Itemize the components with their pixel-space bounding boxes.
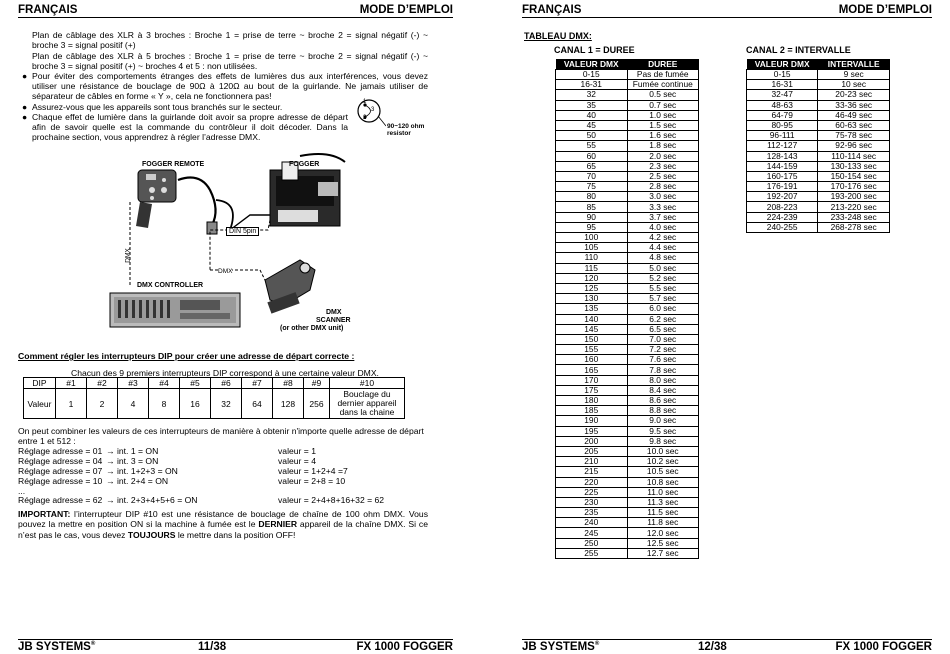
- example-switches: → int. 2+3+4+5+6 = ON: [106, 495, 198, 505]
- dip-value-cell: 1: [56, 389, 87, 419]
- table-row: [556, 141, 699, 151]
- label-dmx-controller: DMX CONTROLLER: [137, 282, 204, 289]
- table-row: [556, 457, 699, 467]
- dmx-controller-icon: [110, 293, 240, 327]
- table-row: [556, 80, 699, 90]
- column-header: VALEUR DMX: [556, 59, 628, 70]
- dmx-value-cell: 195: [556, 426, 628, 436]
- table-row: [556, 497, 699, 507]
- effect-value-cell: 33-36 sec: [818, 100, 890, 110]
- table-row: [556, 90, 699, 100]
- page-footer: [522, 639, 932, 653]
- footer-product: FX 1000 FOGGER: [356, 641, 453, 653]
- effect-value-cell: 12.5 sec: [627, 538, 699, 548]
- effect-value-cell: 11.5 sec: [627, 508, 699, 518]
- dmx-value-cell: 205: [556, 446, 628, 456]
- dmx-value-cell: 80-95: [747, 120, 818, 130]
- dmx-value-cell: 160: [556, 355, 628, 365]
- label-din: DIN 5pin: [226, 227, 259, 236]
- dmx-value-cell: 180: [556, 396, 628, 406]
- dip-header-cell: #9: [304, 378, 330, 389]
- table-row: [24, 389, 405, 419]
- table-row: [747, 110, 890, 120]
- effect-value-cell: 5.7 sec: [627, 294, 699, 304]
- effect-value-cell: Pas de fumée: [627, 70, 699, 80]
- effect-value-cell: 193-200 sec: [818, 192, 890, 202]
- effect-value-cell: 130-133 sec: [818, 161, 890, 171]
- table-row: [556, 233, 699, 243]
- example-setting: Réglage adresse = 04: [18, 456, 103, 466]
- table-row: [556, 508, 699, 518]
- dmx-value-cell: 120: [556, 273, 628, 283]
- footer-brand: JB SYSTEMS®: [522, 641, 600, 653]
- example-setting: Réglage adresse = 62: [18, 495, 103, 505]
- effect-value-cell: 2.0 sec: [627, 151, 699, 161]
- dmx-value-cell: 35: [556, 100, 628, 110]
- example-setting: Réglage adresse = 10: [18, 476, 103, 486]
- dip-header-cell: #4: [149, 378, 180, 389]
- footer-page-number: 12/38: [698, 641, 727, 653]
- dmx-value-cell: 135: [556, 304, 628, 314]
- effect-value-cell: 1.0 sec: [627, 110, 699, 120]
- table-row: [556, 283, 699, 293]
- dmx-value-cell: 64-79: [747, 110, 818, 120]
- table-row: [556, 467, 699, 477]
- bullet-dot: ●: [22, 71, 28, 81]
- dmx-value-cell: 65: [556, 161, 628, 171]
- effect-value-cell: 46-49 sec: [818, 110, 890, 120]
- dmx-value-cell: 32-47: [747, 90, 818, 100]
- dmx-value-cell: 144-159: [747, 161, 818, 171]
- effect-value-cell: 11.3 sec: [627, 497, 699, 507]
- table-row: [556, 263, 699, 273]
- table-row: [747, 222, 890, 232]
- dip-value-cell: 32: [211, 389, 242, 419]
- dmx-value-cell: 85: [556, 202, 628, 212]
- label-scanner-2: SCANNER: [316, 317, 351, 324]
- page-header: [18, 4, 453, 18]
- table-row: [556, 212, 699, 222]
- dmx-value-cell: 115: [556, 263, 628, 273]
- table-row: [556, 345, 699, 355]
- fogger-remote-icon: [136, 170, 176, 228]
- table-row: [556, 243, 699, 253]
- dip-header-cell: DIP: [24, 378, 56, 389]
- table-row: [556, 70, 699, 80]
- dmx-value-cell: 70: [556, 171, 628, 181]
- dmx-value-cell: 112-127: [747, 141, 818, 151]
- table-row: [747, 120, 890, 130]
- dmx-value-cell: 75: [556, 182, 628, 192]
- important-bold: TOUJOURS: [127, 529, 176, 540]
- dmx-value-cell: 200: [556, 436, 628, 446]
- table-row: [556, 375, 699, 385]
- dmx-value-cell: 0-15: [556, 70, 628, 80]
- example-setting: Réglage adresse = 01: [18, 446, 103, 456]
- dmx-value-cell: 175: [556, 385, 628, 395]
- important-text: le mettre dans la position OFF!: [175, 529, 296, 540]
- xlr5-text: Plan de câblage des XLR à 5 broches : Broche 1 = prise de terre ~ broche 2 = signal négatif (-) ~ broche 3 = signal positif (+) ~ broches 4 et 5 : non utilisées.: [32, 51, 428, 72]
- column-header: INTERVALLE: [818, 59, 890, 70]
- table-row: [556, 59, 699, 70]
- dmx-value-cell: 230: [556, 497, 628, 507]
- table-row: [556, 273, 699, 283]
- effect-value-cell: 4.0 sec: [627, 222, 699, 232]
- dip-header-cell: #10: [330, 378, 405, 389]
- effect-value-cell: 1.5 sec: [627, 120, 699, 130]
- effect-value-cell: 5.0 sec: [627, 263, 699, 273]
- dmx-value-cell: 160-175: [747, 171, 818, 181]
- table-row: [556, 222, 699, 232]
- effect-value-cell: 170-176 sec: [818, 182, 890, 192]
- table-row: [556, 538, 699, 548]
- dmx-value-cell: 145: [556, 324, 628, 334]
- dmx-value-cell: 250: [556, 538, 628, 548]
- dip-header-cell: #6: [211, 378, 242, 389]
- effect-value-cell: 4.8 sec: [627, 253, 699, 263]
- table-row: [556, 477, 699, 487]
- effect-value-cell: 92-96 sec: [818, 141, 890, 151]
- dmx-value-cell: 190: [556, 416, 628, 426]
- dip-section-title: Comment régler les interrupteurs DIP pour créer une adresse de départ correcte :: [18, 351, 355, 361]
- effect-value-cell: 8.4 sec: [627, 385, 699, 395]
- dip-section-subtitle: Chacun des 9 premiers interrupteurs DIP correspond à une certaine valeur DMX.: [71, 368, 379, 378]
- header-section: MODE D’EMPLOI: [359, 4, 453, 16]
- dip-value-cell: 128: [273, 389, 304, 419]
- example-value: valeur = 1+2+4 =7: [278, 466, 348, 476]
- table-row: [747, 212, 890, 222]
- column-header: DUREE: [627, 59, 699, 70]
- table-row: [747, 151, 890, 161]
- header-section: MODE D’EMPLOI: [838, 4, 932, 16]
- dip-value-cell: Bouclage du dernier appareil dans la chaine: [330, 389, 405, 419]
- dmx-value-cell: 245: [556, 528, 628, 538]
- pin-label: 2: [363, 115, 367, 121]
- effect-value-cell: 4.4 sec: [627, 243, 699, 253]
- effect-value-cell: 150-154 sec: [818, 171, 890, 181]
- dmx-value-cell: 90: [556, 212, 628, 222]
- dmx-value-cell: 140: [556, 314, 628, 324]
- effect-value-cell: 8.0 sec: [627, 375, 699, 385]
- dip-value-cell: 8: [149, 389, 180, 419]
- table-row: [556, 406, 699, 416]
- example-setting: ...: [18, 486, 26, 496]
- channel2-table: [746, 59, 890, 233]
- example-switches: → int. 1+2+3 = ON: [106, 466, 178, 476]
- table-row: [556, 334, 699, 344]
- effect-value-cell: 268-278 sec: [818, 222, 890, 232]
- effect-value-cell: 1.8 sec: [627, 141, 699, 151]
- dip-value-cell: 64: [242, 389, 273, 419]
- table-row: [556, 192, 699, 202]
- effect-value-cell: 12.0 sec: [627, 528, 699, 538]
- table-row: [556, 365, 699, 375]
- dmx-value-cell: 16-31: [556, 80, 628, 90]
- dmx-value-cell: 50: [556, 131, 628, 141]
- dip-header-cell: #8: [273, 378, 304, 389]
- header-language: FRANÇAIS: [522, 4, 582, 16]
- effect-value-cell: 7.0 sec: [627, 334, 699, 344]
- table-row: [747, 141, 890, 151]
- dmx-value-cell: 100: [556, 233, 628, 243]
- table-row: [556, 446, 699, 456]
- important-bold: DERNIER: [258, 519, 298, 530]
- table-row: [556, 314, 699, 324]
- effect-value-cell: 7.8 sec: [627, 365, 699, 375]
- dmx-value-cell: 48-63: [747, 100, 818, 110]
- table-row: [556, 182, 699, 192]
- table-row: [556, 120, 699, 130]
- column-header: VALEUR DMX: [747, 59, 818, 70]
- effect-value-cell: 10 sec: [818, 80, 890, 90]
- table-row: [556, 151, 699, 161]
- dmx-value-cell: 165: [556, 365, 628, 375]
- dip-value-cell: 256: [304, 389, 330, 419]
- label-dmx-vertical: DMX: [124, 248, 132, 263]
- dmx-value-cell: 130: [556, 294, 628, 304]
- table-row: [556, 385, 699, 395]
- dip-table: [23, 377, 405, 419]
- table-row: [556, 294, 699, 304]
- example-value: valeur = 4: [278, 456, 316, 466]
- table-row: [556, 100, 699, 110]
- effect-value-cell: 1.6 sec: [627, 131, 699, 141]
- table-row: [556, 487, 699, 497]
- effect-value-cell: 10.8 sec: [627, 477, 699, 487]
- effect-value-cell: 2.3 sec: [627, 161, 699, 171]
- table-row: [747, 100, 890, 110]
- bullet-dot: ●: [22, 112, 28, 122]
- dmx-value-cell: 40: [556, 110, 628, 120]
- effect-value-cell: 9.5 sec: [627, 426, 699, 436]
- effect-value-cell: 3.7 sec: [627, 212, 699, 222]
- table-row: [747, 59, 890, 70]
- effect-value-cell: 10.2 sec: [627, 457, 699, 467]
- table-row: [556, 426, 699, 436]
- dmx-value-cell: 240: [556, 518, 628, 528]
- effect-value-cell: 11.8 sec: [627, 518, 699, 528]
- table-row: [556, 324, 699, 334]
- effect-value-cell: 60-63 sec: [818, 120, 890, 130]
- table-row: [556, 131, 699, 141]
- example-value: valeur = 1: [278, 446, 316, 456]
- effect-value-cell: 10.0 sec: [627, 446, 699, 456]
- table-row: [556, 355, 699, 365]
- effect-value-cell: Fumée continue: [627, 80, 699, 90]
- table-row: [556, 548, 699, 558]
- bullet-dot: ●: [22, 102, 28, 112]
- dmx-value-cell: 125: [556, 283, 628, 293]
- dmx-value-cell: 235: [556, 508, 628, 518]
- dmx-value-cell: 170: [556, 375, 628, 385]
- table-row: [747, 80, 890, 90]
- dmx-value-cell: 240-255: [747, 222, 818, 232]
- effect-value-cell: 4.2 sec: [627, 233, 699, 243]
- example-value: valeur = 2+8 = 10: [278, 476, 346, 486]
- table-row: [556, 110, 699, 120]
- effect-value-cell: 8.8 sec: [627, 406, 699, 416]
- effect-value-cell: 9 sec: [818, 70, 890, 80]
- effect-value-cell: 6.2 sec: [627, 314, 699, 324]
- dip-value-cell: 2: [87, 389, 118, 419]
- dmx-value-cell: 155: [556, 345, 628, 355]
- effect-value-cell: 213-220 sec: [818, 202, 890, 212]
- header-language: FRANÇAIS: [18, 4, 78, 16]
- effect-value-cell: 12.7 sec: [627, 548, 699, 558]
- footer-product: FX 1000 FOGGER: [835, 641, 932, 653]
- label-fogger: FOGGER: [289, 161, 320, 168]
- footer-brand: JB SYSTEMS®: [18, 641, 96, 653]
- combine-text: On peut combiner les valeurs de ces interrupteurs de manière à obtenir n'importe quelle adresse de départ entre 1 et 512 :: [18, 426, 424, 447]
- effect-value-cell: 75-78 sec: [818, 131, 890, 141]
- table-row: [24, 378, 405, 389]
- effect-value-cell: 0.7 sec: [627, 100, 699, 110]
- effect-value-cell: 0.5 sec: [627, 90, 699, 100]
- dmx-value-cell: 32: [556, 90, 628, 100]
- effect-value-cell: 6.5 sec: [627, 324, 699, 334]
- dmx-value-cell: 210: [556, 457, 628, 467]
- dmx-value-cell: 185: [556, 406, 628, 416]
- effect-value-cell: 9.8 sec: [627, 436, 699, 446]
- table-row: [747, 182, 890, 192]
- example-switches: → int. 3 = ON: [106, 456, 159, 466]
- dmx-value-cell: 95: [556, 222, 628, 232]
- resistor-label: 90~120 ohm resistor: [387, 123, 425, 137]
- label-scanner-3: (or other DMX unit): [280, 325, 344, 332]
- effect-value-cell: 10.5 sec: [627, 467, 699, 477]
- effect-value-cell: 20-23 sec: [818, 90, 890, 100]
- table-row: [747, 161, 890, 171]
- table-row: [556, 396, 699, 406]
- dmx-value-cell: 128-143: [747, 151, 818, 161]
- dip-value-cell: 16: [180, 389, 211, 419]
- dmx-value-cell: 255: [556, 548, 628, 558]
- channel1-table: [555, 59, 699, 559]
- label-dmx: DMX: [218, 268, 233, 275]
- xlr3-text: Plan de câblage des XLR à 3 broches : Broche 1 = prise de terre ~ broche 2 = signal négatif (-) ~ broche 3 = signal positif (+): [32, 30, 428, 51]
- table-row: [556, 253, 699, 263]
- dip-header-cell: #2: [87, 378, 118, 389]
- dip-header-cell: #5: [180, 378, 211, 389]
- table-row: [747, 70, 890, 80]
- important-text: appareil de la chaîne DMX. Si ce n’est pas le cas, vous devez: [18, 519, 429, 540]
- right-page: [475, 0, 950, 654]
- dmx-value-cell: 215: [556, 467, 628, 477]
- effect-value-cell: 233-248 sec: [818, 212, 890, 222]
- dmx-value-cell: 150: [556, 334, 628, 344]
- effect-value-cell: 2.8 sec: [627, 182, 699, 192]
- footer-page-number: 11/38: [198, 641, 227, 653]
- channel2-title: CANAL 2 = INTERVALLE: [746, 45, 851, 55]
- dip-header-cell: #7: [242, 378, 273, 389]
- dmx-table-title: TABLEAU DMX:: [524, 31, 592, 41]
- effect-value-cell: 110-114 sec: [818, 151, 890, 161]
- example-switches: → int. 2+4 = ON: [106, 476, 169, 486]
- label-scanner-1: DMX: [326, 309, 342, 316]
- table-row: [747, 202, 890, 212]
- table-row: [556, 416, 699, 426]
- example-setting: Réglage adresse = 07: [18, 466, 103, 476]
- pin-label: 3: [371, 107, 375, 113]
- table-row: [747, 192, 890, 202]
- effect-value-cell: 5.5 sec: [627, 283, 699, 293]
- dmx-value-cell: 208-223: [747, 202, 818, 212]
- table-row: [556, 161, 699, 171]
- effect-value-cell: 3.3 sec: [627, 202, 699, 212]
- effect-value-cell: 5.2 sec: [627, 273, 699, 283]
- dmx-value-cell: 220: [556, 477, 628, 487]
- table-row: [747, 131, 890, 141]
- example-switches: → int. 1 = ON: [106, 446, 159, 456]
- dip-header-cell: #3: [118, 378, 149, 389]
- effect-value-cell: 9.0 sec: [627, 416, 699, 426]
- effect-value-cell: 7.6 sec: [627, 355, 699, 365]
- effect-value-cell: 8.6 sec: [627, 396, 699, 406]
- important-label: IMPORTANT:: [18, 509, 71, 519]
- important-note: [18, 509, 428, 540]
- dmx-value-cell: 45: [556, 120, 628, 130]
- table-row: [556, 436, 699, 446]
- dmx-value-cell: 55: [556, 141, 628, 151]
- dip-header-cell: #1: [56, 378, 87, 389]
- effect-value-cell: 6.0 sec: [627, 304, 699, 314]
- effect-value-cell: 3.0 sec: [627, 192, 699, 202]
- bullet-mains: Assurez-vous que les appareils sont tous branchés sur le secteur.: [32, 102, 283, 112]
- dmx-value-cell: 110: [556, 253, 628, 263]
- dmx-value-cell: 225: [556, 487, 628, 497]
- dip-value-cell: Valeur: [24, 389, 56, 419]
- table-row: [556, 518, 699, 528]
- example-value: valeur = 2+4+8+16+32 = 62: [278, 495, 385, 505]
- table-row: [747, 171, 890, 181]
- dmx-value-cell: 176-191: [747, 182, 818, 192]
- effect-value-cell: 7.2 sec: [627, 345, 699, 355]
- dmx-value-cell: 60: [556, 151, 628, 161]
- bullet-interference: Pour éviter des comportements étranges des effets de lumières dus aux interférences, vous devez utiliser une résistance de bouclage de 90Ω à 120Ω au bout de la guirlande. Ne jamais utiliser de séparateur de câbles en forme « Y », cela ne fonctionnera pas!: [32, 71, 428, 102]
- page-header: [522, 4, 932, 18]
- table-row: [747, 90, 890, 100]
- dmx-value-cell: 80: [556, 192, 628, 202]
- dmx-value-cell: 0-15: [747, 70, 818, 80]
- pin-label: 1: [363, 99, 367, 105]
- table-row: [556, 171, 699, 181]
- dmx-value-cell: 16-31: [747, 80, 818, 90]
- dmx-value-cell: 96-111: [747, 131, 818, 141]
- bullet-address: Chaque effet de lumière dans la guirlande doit avoir sa propre adresse de départ afin de savoir quelle est la commande du contrôleur il doit décoder. Dans la prochaine section, vous apprendrez à régler l’adresse DMX.: [32, 112, 348, 143]
- table-row: [556, 304, 699, 314]
- effect-value-cell: 11.0 sec: [627, 487, 699, 497]
- xlr-connector-icon: [356, 98, 386, 134]
- dmx-value-cell: 224-239: [747, 212, 818, 222]
- important-text: l’interrupteur DIP #10 est une résistance de bouclage de chaîne de 100 ohm DMX. Vous pouvez la mettre en position ON si la machine à fumée est le: [18, 509, 428, 530]
- label-fogger-remote: FOGGER REMOTE: [142, 161, 205, 168]
- table-row: [556, 528, 699, 538]
- effect-value-cell: 2.5 sec: [627, 171, 699, 181]
- dmx-value-cell: 192-207: [747, 192, 818, 202]
- channel1-title: CANAL 1 = DUREE: [554, 45, 635, 55]
- scanner-icon: [265, 260, 315, 314]
- page-footer: [18, 639, 453, 653]
- dip-value-cell: 4: [118, 389, 149, 419]
- table-row: [556, 202, 699, 212]
- dmx-value-cell: 105: [556, 243, 628, 253]
